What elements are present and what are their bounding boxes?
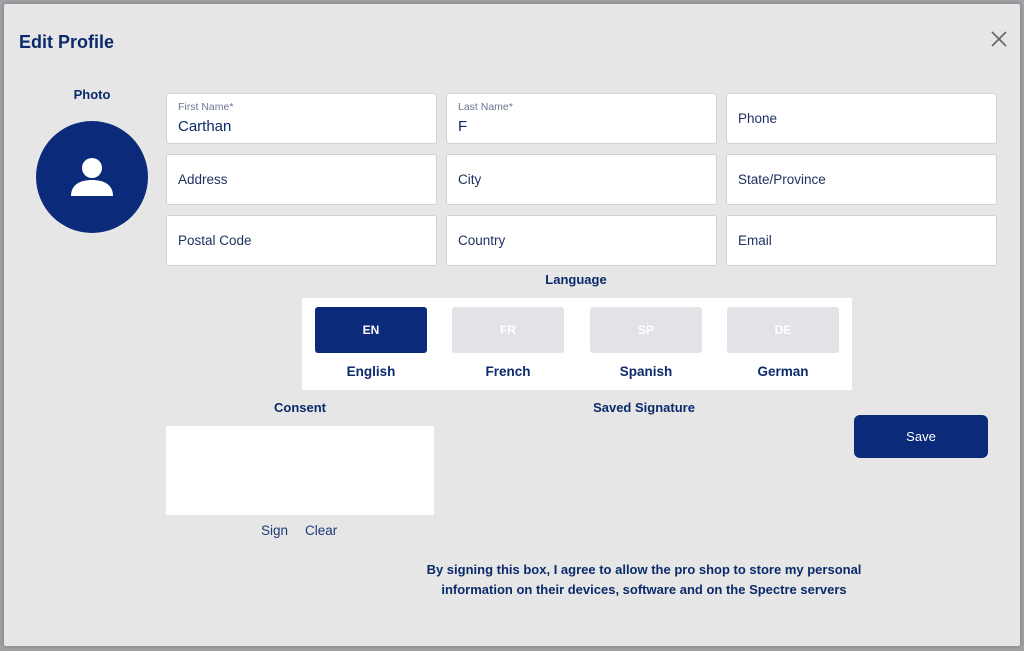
language-button-fr[interactable]: FR: [452, 307, 564, 353]
phone-placeholder: Phone: [738, 111, 778, 126]
language-button-sp[interactable]: SP: [590, 307, 702, 353]
address-placeholder: Address: [178, 172, 228, 187]
postal-code-field[interactable]: [166, 215, 437, 266]
close-icon: [988, 28, 1010, 50]
photo-label: Photo: [73, 87, 111, 102]
language-name-spanish: Spanish: [619, 364, 673, 379]
email-placeholder: Email: [738, 233, 772, 248]
user-icon: [69, 154, 115, 200]
country-field[interactable]: [446, 215, 717, 266]
language-button-de[interactable]: DE: [727, 307, 839, 353]
edit-profile-modal: [4, 4, 1020, 646]
city-placeholder: City: [458, 172, 482, 187]
language-name-french: French: [485, 364, 531, 379]
save-button[interactable]: Save: [854, 415, 988, 458]
last-name-field[interactable]: [446, 93, 717, 144]
language-button-en[interactable]: EN: [315, 307, 427, 353]
clear-button[interactable]: Clear: [305, 523, 338, 538]
signature-pad[interactable]: [166, 426, 434, 515]
sign-button[interactable]: Sign: [261, 523, 289, 538]
consent-text: By signing this box, I agree to allow the pro shop to store my personal information on their devices, software and on the Spectre servers: [426, 562, 862, 597]
language-label: Language: [545, 272, 607, 287]
language-selector: [302, 298, 852, 390]
state-province-placeholder: State/Province: [738, 172, 826, 187]
address-field[interactable]: [166, 154, 437, 205]
last-name-label: Last Name*: [458, 101, 513, 113]
consent-label: Consent: [274, 400, 326, 415]
city-field[interactable]: [446, 154, 717, 205]
country-placeholder: Country: [458, 233, 506, 248]
postal-code-placeholder: Postal Code: [178, 233, 252, 248]
avatar[interactable]: [36, 121, 148, 233]
last-name-value: F: [458, 118, 468, 135]
first-name-value: Carthan: [178, 118, 232, 135]
first-name-label: First Name*: [178, 101, 234, 113]
close-button[interactable]: [988, 28, 1010, 50]
modal-title: Edit Profile: [19, 32, 115, 52]
language-name-german: German: [757, 364, 809, 379]
state-province-field[interactable]: [726, 154, 997, 205]
email-field[interactable]: [726, 215, 997, 266]
language-name-english: English: [346, 364, 396, 379]
first-name-field[interactable]: [166, 93, 437, 144]
phone-field[interactable]: [726, 93, 997, 144]
saved-signature-label: Saved Signature: [593, 400, 695, 415]
